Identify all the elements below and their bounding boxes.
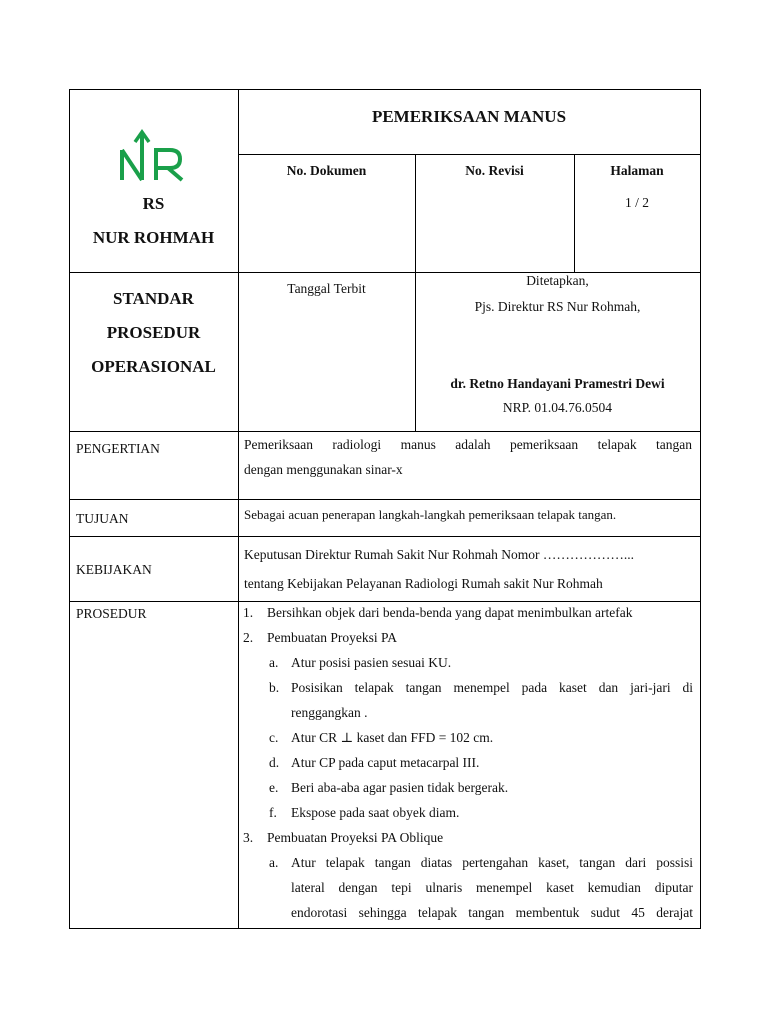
kebijakan-text-line1: Keputusan Direktur Rumah Sakit Nur Rohmah Nomor ………………... — [244, 547, 634, 562]
signer-nrp: NRP. 01.04.76.0504 — [502, 400, 613, 415]
table-border-top — [69, 89, 701, 90]
list-item — [243, 625, 693, 650]
item-number: 2. — [243, 630, 254, 645]
list-item — [243, 675, 693, 700]
item-letter: b. — [269, 680, 280, 695]
list-item — [243, 600, 693, 625]
item-text: Atur CP pada caput metacarpal III. — [291, 755, 480, 770]
prosedur-label: PROSEDUR — [76, 606, 147, 621]
item-text: renggangkan . — [291, 705, 368, 720]
issue-date-label: Tanggal Terbit — [287, 281, 366, 296]
column-divider — [238, 89, 239, 929]
logo-icon — [118, 128, 186, 184]
page-value: 1 / 2 — [624, 195, 649, 210]
item-letter: d. — [269, 755, 280, 770]
item-text: Beri aba-aba agar pasien tidak bergerak. — [291, 780, 509, 795]
pengertian-text-line1: Pemeriksaan radiologi manus adalah pemeriksaan telapak tangan — [244, 437, 692, 452]
list-item-continued — [243, 875, 693, 900]
item-text: lateral dengan tepi ulnaris menempel kaset kemudian diputar — [291, 880, 693, 895]
item-letter: e. — [269, 780, 279, 795]
pengertian-label: PENGERTIAN — [76, 441, 160, 456]
signer-name: dr. Retno Handayani Pramestri Dewi — [450, 376, 665, 391]
doc-no-label: No. Dokumen — [286, 163, 367, 178]
procedure-list — [243, 600, 693, 920]
item-number: 1. — [243, 605, 254, 620]
item-number: 3. — [243, 830, 254, 845]
list-item — [243, 725, 693, 750]
page-label: Halaman — [610, 163, 664, 178]
established-label: Ditetapkan, — [526, 273, 589, 288]
list-item — [243, 775, 693, 800]
list-item — [243, 850, 693, 875]
item-text: Pembuatan Proyeksi PA — [267, 630, 398, 645]
row-divider — [69, 431, 700, 432]
item-letter: c. — [269, 730, 279, 745]
document-title: PEMERIKSAAN MANUS — [371, 107, 567, 126]
list-item — [243, 750, 693, 775]
org-name-line1: RS — [142, 194, 165, 213]
sop-line3: OPERASIONAL — [91, 357, 216, 376]
item-letter: a. — [269, 655, 279, 670]
sop-line2: PROSEDUR — [106, 323, 201, 342]
list-item-continued — [243, 700, 693, 725]
tujuan-text: Sebagai acuan penerapan langkah-langkah pemeriksaan telapak tangan. — [244, 507, 617, 522]
item-text: Atur posisi pasien sesuai KU. — [291, 655, 452, 670]
row-divider — [69, 499, 700, 500]
list-item — [243, 800, 693, 825]
tujuan-label: TUJUAN — [76, 511, 129, 526]
row-divider — [238, 154, 700, 155]
kebijakan-text-line2: tentang Kebijakan Pelayanan Radiologi Rumah sakit Nur Rohmah — [244, 576, 603, 591]
director-position: Pjs. Direktur RS Nur Rohmah, — [474, 299, 641, 314]
table-border-bottom — [69, 928, 701, 929]
svg-text:NR: NR — [118, 128, 120, 129]
list-item — [243, 825, 693, 850]
rev-no-label: No. Revisi — [465, 163, 524, 178]
item-letter: a. — [269, 855, 279, 870]
item-text: Atur telapak tangan diatas pertengahan kaset, tangan dari possisi — [291, 855, 693, 870]
row-divider — [69, 536, 700, 537]
list-item-continued — [243, 900, 693, 925]
item-text: Atur CR ⊥ kaset dan FFD = 102 cm. — [291, 730, 494, 745]
list-item — [243, 650, 693, 675]
item-text: Pembuatan Proyeksi PA Oblique — [267, 830, 444, 845]
item-text: Bersihkan objek dari benda-benda yang dapat menimbulkan artefak — [267, 605, 633, 620]
item-text: Ekspose pada saat obyek diam. — [291, 805, 460, 820]
item-text: Posisikan telapak tangan menempel pada kaset dan jari-jari di — [291, 680, 693, 695]
item-text: endorotasi sehingga telapak tangan membentuk sudut 45 derajat — [291, 905, 693, 920]
org-name-line2: NUR ROHMAH — [92, 228, 215, 247]
pengertian-text-line2: dengan menggunakan sinar-x — [244, 462, 403, 477]
item-letter: f. — [269, 805, 277, 820]
kebijakan-label: KEBIJAKAN — [76, 562, 152, 577]
table-border-right — [700, 89, 701, 929]
sop-line1: STANDAR — [113, 289, 194, 308]
table-border-left — [69, 89, 70, 929]
